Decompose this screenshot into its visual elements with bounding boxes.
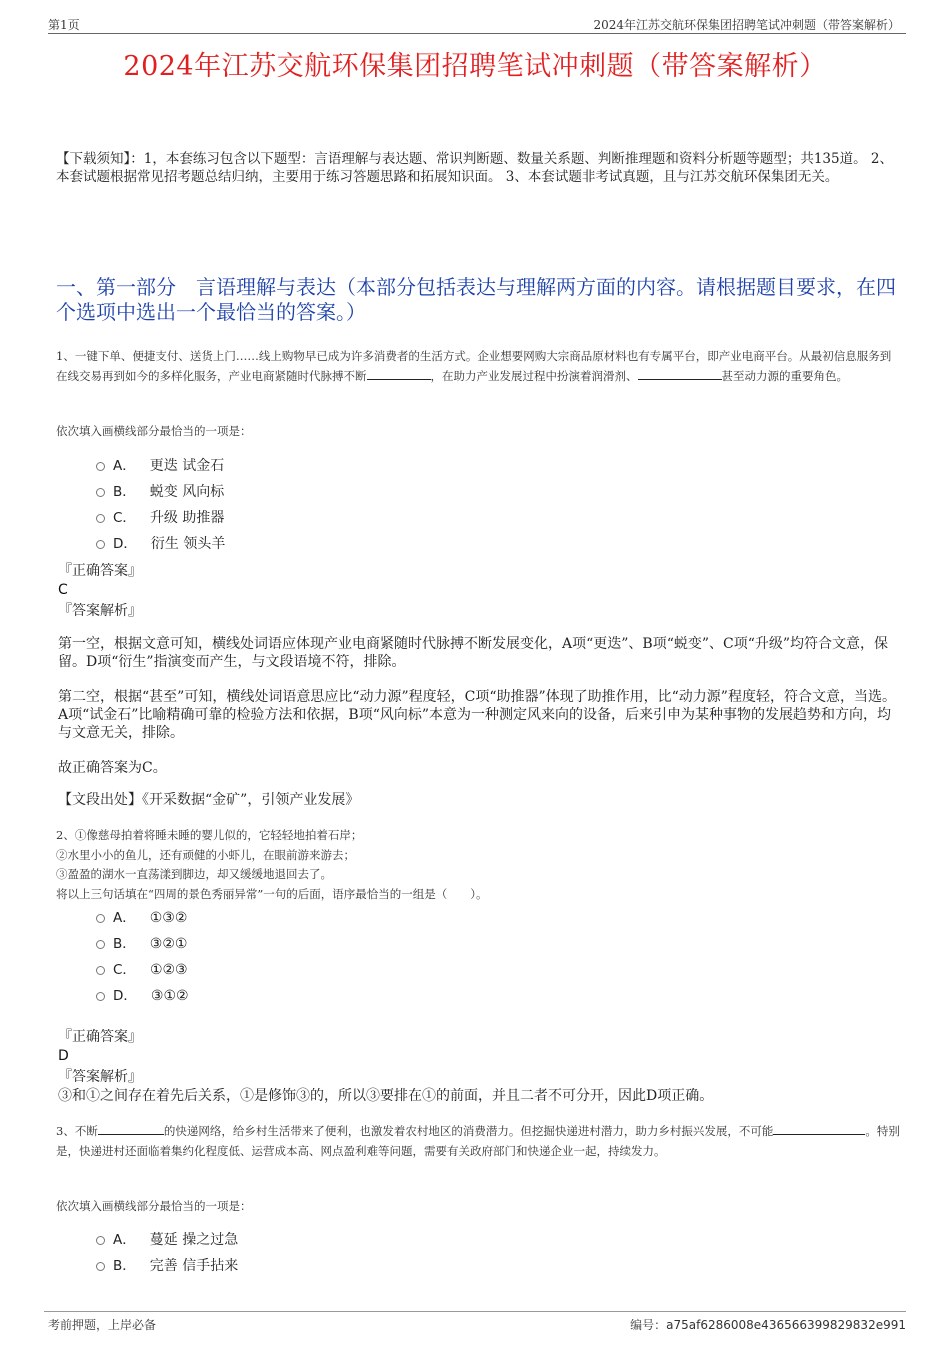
q3-blank-2 xyxy=(773,1122,865,1135)
q3-stem: 3、不断 的快递网络，给乡村生活带来了便利，也激发着农村地区的消费潜力。但挖掘快递进村潜力，助力乡村振兴发展，不可能 。特别是，快递进村还面临着集约化程度低、运营成本高、网点盈利难等问题，需要有关政府部门和快递企业一起，持续发力。 xyxy=(56,1124,900,1158)
q2-analysis: ③和①之间存在着先后关系，①是修饰③的，所以③要排在①的前面，并且二者不可分开，因此D项正确。 xyxy=(58,1088,714,1104)
q2-line-1: 2、①像慈母拍着将睡未睡的婴儿似的，它轻轻地拍着石岸； xyxy=(56,828,363,842)
footer-slogan: 考前押题，上岸必备 xyxy=(48,1318,157,1332)
q2-correct-label: 『正确答案』 xyxy=(58,1029,142,1045)
q1-source: 【文段出处】《开采数据“金矿”，引领产业发展》 xyxy=(58,792,360,808)
q1-prompt: 依次填入画横线部分最恰当的一项是： xyxy=(56,424,252,438)
radio-icon[interactable] xyxy=(96,914,105,923)
q1-analysis-1: 第一空，根据文意可知，横线处词语应体现产业电商紧随时代脉搏不断发展变化，A项“更迭”、B项“蜕变”、C项“升级”均符合文意，保留。D项“衍生”指演变而产生，与文段语境不符，排除。 xyxy=(58,636,889,670)
q1-option-c[interactable]: C． 升级 助推器 xyxy=(96,508,224,528)
radio-icon[interactable] xyxy=(96,1236,105,1245)
radio-icon[interactable] xyxy=(96,940,105,949)
q3-prompt: 依次填入画横线部分最恰当的一项是： xyxy=(56,1199,252,1213)
q2-option-b[interactable]: B． ③②① xyxy=(96,934,187,954)
radio-icon[interactable] xyxy=(96,488,105,497)
footer-code: 编号：a75af6286008e436566399829832e991 xyxy=(630,1318,906,1332)
q1-blank-1 xyxy=(367,367,431,380)
q3-option-b[interactable]: B． 完善 信手拈来 xyxy=(96,1256,238,1276)
radio-icon[interactable] xyxy=(96,1262,105,1271)
q2-option-c[interactable]: C． ①②③ xyxy=(96,960,188,980)
q2-line-2: ②水里小小的鱼儿，还有顽健的小虾儿，在眼前游来游去； xyxy=(56,848,355,862)
q2-option-d[interactable]: D． ③①② xyxy=(96,986,189,1006)
q1-analysis-3: 故正确答案为C。 xyxy=(58,760,167,776)
radio-icon[interactable] xyxy=(96,540,105,549)
radio-icon[interactable] xyxy=(96,514,105,523)
page-title: 2024年江苏交航环保集团招聘笔试冲刺题（带答案解析） xyxy=(123,51,827,82)
q2-analysis-label: 『答案解析』 xyxy=(58,1069,142,1085)
q1-correct-label: 『正确答案』 xyxy=(58,563,142,579)
page-number: 第1页 xyxy=(48,18,80,32)
q2-correct-answer: D xyxy=(58,1048,69,1064)
page-footer xyxy=(44,1311,906,1335)
q1-option-b[interactable]: B． 蜕变 风向标 xyxy=(96,482,224,502)
q1-analysis-label: 『答案解析』 xyxy=(58,603,142,619)
q1-correct-answer: C xyxy=(58,582,68,598)
section-heading: 一、第一部分 言语理解与表达（本部分包括表达与理解两方面的内容。请根据题目要求，在四个选项中选出一个最恰当的答案。） xyxy=(56,275,896,324)
radio-icon[interactable] xyxy=(96,992,105,1001)
q3-blank-1 xyxy=(98,1122,164,1135)
radio-icon[interactable] xyxy=(96,966,105,975)
q3-option-a[interactable]: A． 蔓延 操之过急 xyxy=(96,1230,238,1250)
radio-icon[interactable] xyxy=(96,462,105,471)
download-notice: 【下载须知】：1，本套练习包含以下题型：言语理解与表达题、常识判断题、数量关系题、判断推理题和资料分析题等题型；共135道。 2、本套试题根据常见招考题总结归纳，主要用于练习答题思路和拓展知识面。 3、本套试题非考试真题，且与江苏交航环保集团无关。 xyxy=(56,151,893,185)
q1-option-d[interactable]: D． 衍生 领头羊 xyxy=(96,534,225,554)
q2-option-a[interactable]: A． ①③② xyxy=(96,908,187,928)
q1-stem: 1、一键下单、便捷支付、送货上门……线上购物早已成为许多消费者的生活方式。企业想要网购大宗商品原材料也有专属平台，即产业电商平台。从最初信息服务到在线交易再到如今的多样化服务，产业电商紧随时代脉搏不断 ，在助力产业发展过程中扮演着润滑剂、 甚至动力源的重要角色。 xyxy=(56,349,892,383)
q2-line-3: ③盈盈的湖水一直荡漾到脚边，却又缓缓地退回去了。 xyxy=(56,867,332,881)
q1-analysis-2: 第二空，根据“甚至”可知，横线处词语意思应比“动力源”程度轻，C项“助推器”体现了助推作用，比“动力源”程度轻，符合文意，当选。A项“试金石”比喻精确可靠的检验方法和依据，B项“风向标”本意为一种测定风来向的设备，后来引申为某种事物的发展趋势和方向，均与文意无关，排除。 xyxy=(58,689,896,741)
header-doc-title: 2024年江苏交航环保集团招聘笔试冲刺题（带答案解析） xyxy=(593,18,900,32)
q1-option-a[interactable]: A． 更迭 试金石 xyxy=(96,456,224,476)
q2-line-4: 将以上三句话填在“四周的景色秀丽异常”一句的后面，语序最恰当的一组是（ ）。 xyxy=(56,887,488,901)
q1-blank-2 xyxy=(638,367,722,380)
page-header xyxy=(48,12,906,34)
